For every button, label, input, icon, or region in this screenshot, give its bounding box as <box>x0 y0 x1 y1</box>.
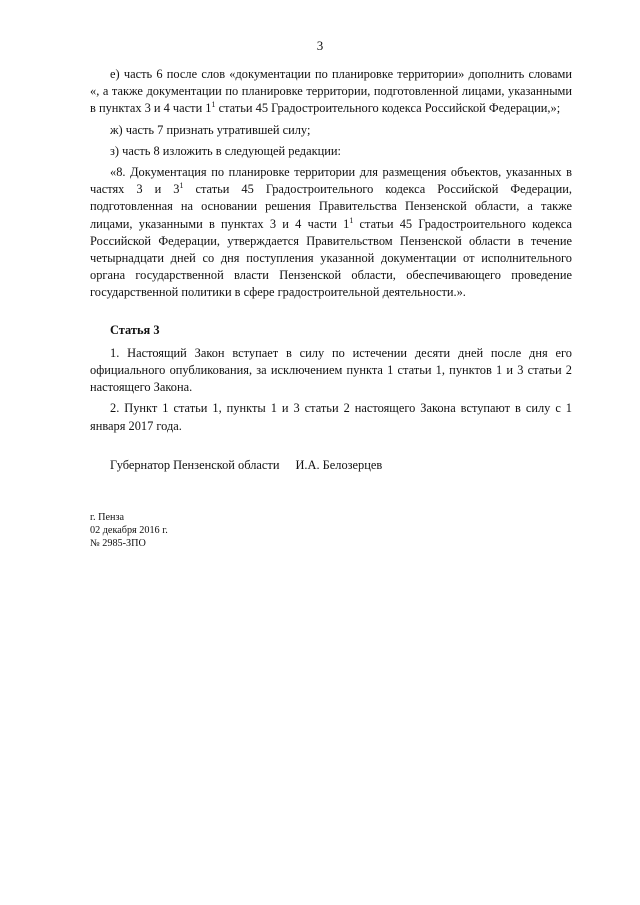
footer-city: г. Пенза <box>90 512 124 523</box>
item-zh: ж) часть 7 признать утратившей силу; <box>110 122 311 137</box>
item-e-text: е) часть 6 после слов «документации по планировке территории» дополнить словами «, а также документации по планировке территории, подготовленной лицами, указанными в пунктах 3 и 4 части 1 <box>90 67 572 116</box>
page-number: 3 <box>316 38 324 53</box>
signature-line <box>110 458 382 473</box>
superscript: 1 <box>179 181 184 191</box>
superscript: 1 <box>349 215 354 225</box>
footer-number: № 2985-ЗПО <box>90 538 146 549</box>
quoted-paragraph-8 <box>90 164 572 302</box>
article-3-point-1: 1. Настоящий Закон вступает в силу по истечении десяти дней после дня его официального опубликования, за исключением пункта 1 статьи 1, пунктов 1 и 3 статьи 2 настоящего Закона. <box>90 345 572 395</box>
item-e-text-end: статьи 45 Градостроительного кодекса Российской Федерации,»; <box>215 101 561 116</box>
item-e <box>90 66 572 118</box>
article-3-point-2: 2. Пункт 1 статьи 1, пункты 1 и 3 статьи 2 настоящего Закона вступают в силу с 1 января 2017 года. <box>90 401 572 433</box>
governor-name: И.А. Белозерцев <box>295 458 383 472</box>
document-footer <box>90 511 168 550</box>
document-body <box>90 66 572 435</box>
item-z: з) часть 8 изложить в следующей редакции: <box>110 143 341 158</box>
quote-text-1: «8. Документация по планировке территории для размещения объектов, указанных в частях 3 и 3 <box>90 165 572 197</box>
quote-text-3: статьи 45 Градостроительного кодекса Российской Федерации, утверждается Правительством Пензенской области в течение четырнадцати дней со дня поступления указанной документации от исполнительного органа государственной власти Пензенской области, обеспечивающего проведение государственной политики в сфере градостроительной деятельности.». <box>90 216 572 300</box>
article-3-title: Статья 3 <box>110 322 160 337</box>
quote-text-2: статьи 45 Градостроительного кодекса Российской Федерации, подготовленная на основании решения Правительства Пензенской области, а также лицами, указанными в пунктах 3 и 4 части 1 <box>90 182 572 231</box>
footer-date: 02 декабря 2016 г. <box>90 525 168 536</box>
superscript: 1 <box>211 100 216 110</box>
governor-title: Губернатор Пензенской области <box>110 458 280 472</box>
